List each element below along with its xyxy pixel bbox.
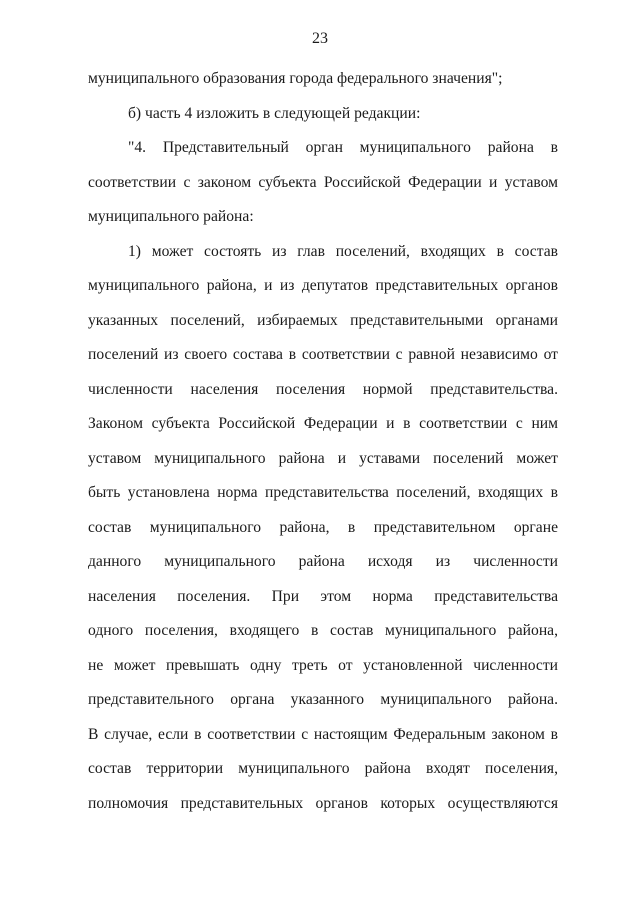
text-line: состав муниципального района, в представительном органе: [88, 518, 558, 536]
text-line: состав территории муниципального района входят поселения,: [88, 760, 558, 777]
text-line: 1) может состоять из глав поселений, входящих в состав: [128, 242, 558, 260]
text-line: не может превышать одну треть от установленной численности: [88, 656, 558, 674]
text-line: представительного органа указанного муниципального района.: [88, 691, 558, 708]
text-line: муниципального образования города федерального значения";: [88, 70, 503, 87]
text-line: уставом муниципального района и уставами поселений может: [88, 449, 558, 467]
text-line: муниципального района, и из депутатов представительных органов: [88, 277, 558, 294]
text-line: быть установлена норма представительства поселений, входящих в: [88, 484, 558, 501]
text-line: одного поселения, входящего в состав муниципального района,: [88, 622, 558, 639]
text-line: поселений из своего состава в соответствии с равной независимо от: [88, 346, 558, 363]
document-body: [88, 68, 558, 827]
text-line: В случае, если в соответствии с настоящим Федеральным законом в: [88, 725, 558, 743]
text-line: полномочия представительных органов которых осуществляются: [88, 794, 558, 812]
text-line: "4. Представительный орган муниципального района в: [128, 139, 558, 156]
text-line: численности населения поселения нормой представительства.: [88, 380, 558, 398]
text-line: населения поселения. При этом норма представительства: [88, 587, 558, 605]
text-line: данного муниципального района исходя из численности: [88, 553, 558, 570]
text-line: Законом субъекта Российской Федерации и в соответствии с ним: [88, 415, 558, 432]
text-line: муниципального района:: [88, 208, 254, 225]
text-line: соответствии с законом субъекта Российской Федерации и уставом: [88, 173, 558, 191]
page-number: 23: [312, 30, 328, 47]
text-line: указанных поселений, избираемых представительными органами: [88, 311, 558, 329]
text-line: б) часть 4 изложить в следующей редакции:: [128, 104, 421, 122]
